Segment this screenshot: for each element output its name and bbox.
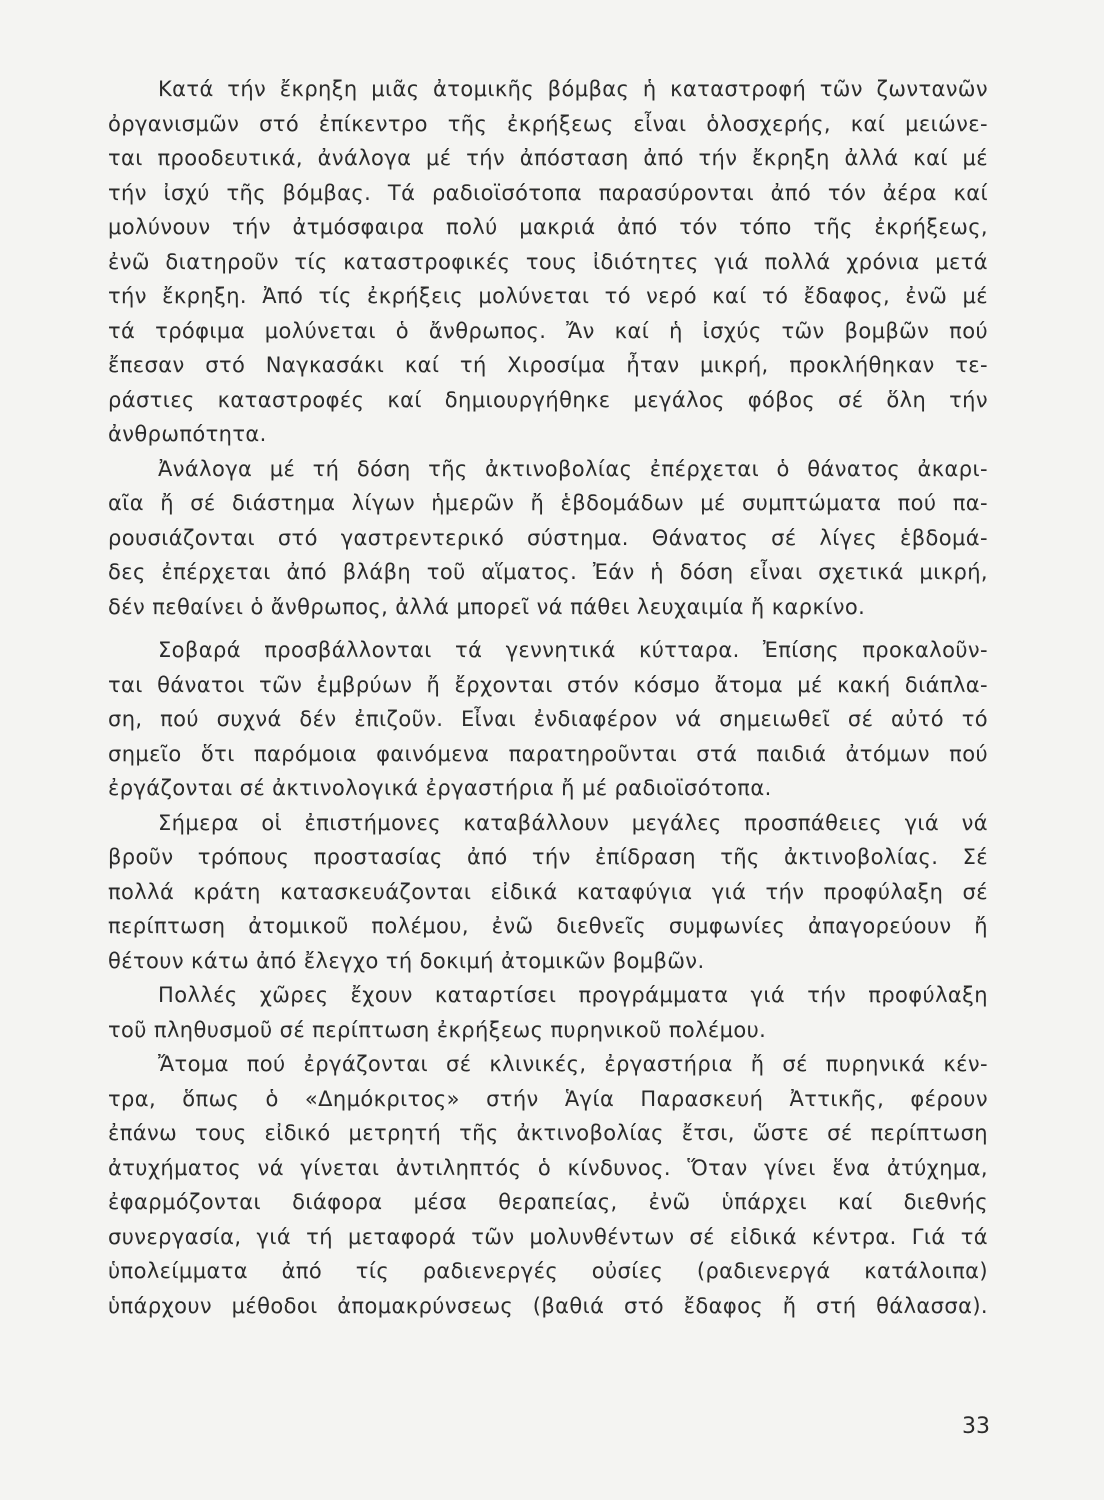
text-line: ὑπολείμματα ἀπό τίς ραδιενεργές οὐσίες (ραδιενεργά κατάλοιπα) — [108, 1259, 988, 1283]
text-line: συνεργασία, γιά τή μεταφορά τῶν μολυνθέντων σέ εἰδικά κέντρα. Γιά τά — [108, 1224, 988, 1249]
text-line: ράστιες καταστροφές καί δημιουργήθηκε μεγάλος φόβος σέ ὅλη τήν — [108, 387, 988, 412]
text-line: τά τρόφιμα μολύνεται ὁ ἄνθρωπος. Ἄν καί ἡ ἰσχύς τῶν βομβῶν πού — [108, 318, 988, 343]
text-line: πολλά κράτη κατασκευάζονται εἰδικά καταφύγια γιά τήν προφύλαξη σέ — [108, 879, 988, 904]
text-line: δες ἐπέρχεται ἀπό βλάβη τοῦ αἵματος. Ἐάν ἡ δόση εἶναι σχετικά μικρή, — [108, 560, 988, 584]
text-line: Πολλές χῶρες ἔχουν καταρτίσει προγράμματα γιά τήν προφύλαξη — [158, 983, 988, 1007]
text-line: ἐπάνω τους εἰδικό μετρητή τῆς ἀκτινοβολίας ἔτσι, ὥστε σέ περίπτωση — [108, 1121, 988, 1145]
text-line: ται θάνατοι τῶν ἐμβρύων ἤ ἔρχονται στόν κόσμο ἄτομα μέ κακή διάπλα- — [108, 672, 988, 697]
text-line: αῖα ἤ σέ διάστημα λίγων ἡμερῶν ἤ ἑβδομάδων μέ συμπτώματα πού πα- — [108, 491, 988, 515]
text-line: Σοβαρά προσβάλλονται τά γεννητικά κύτταρα. Ἐπίσης προκαλοῦν- — [158, 638, 988, 662]
text-line: δέν πεθαίνει ὁ ἄνθρωπος, ἀλλά μπορεῖ νά πάθει λευχαιμία ἤ καρκίνο. — [108, 594, 866, 619]
paragraph-genetic-effects — [108, 633, 988, 806]
paragraph-workplace-safety — [108, 1047, 988, 1323]
text-line: ὑπάρχουν μέθοδοι ἀπομακρύνσεως (βαθιά στό ἔδαφος ἤ στή θάλασσα). — [108, 1293, 988, 1318]
text-line: ἐργάζονται σέ ἀκτινολογικά ἐργαστήρια ἤ μέ ραδιοϊσότοπα. — [108, 776, 772, 800]
page-number: 33 — [962, 1414, 990, 1439]
paragraph-protection-efforts — [108, 806, 988, 979]
text-line: περίπτωση ἀτομικοῦ πολέμου, ἐνῶ διεθνεῖς συμφωνίες ἀπαγορεύουν ἤ — [108, 914, 988, 938]
text-line: σημεῖο ὅτι παρόμοια φαινόμενα παρατηροῦνται στά παιδιά ἀτόμων πού — [108, 741, 988, 766]
text-line: τήν ἔκρηξη. Ἀπό τίς ἐκρήξεις μολύνεται τό νερό καί τό ἔδαφος, ἐνῶ μέ — [108, 284, 988, 308]
paragraph-civil-programs — [108, 978, 988, 1047]
text-line: τρα, ὅπως ὁ «Δημόκριτος» στήν Ἁγία Παρασκευή Ἀττικῆς, φέρουν — [108, 1086, 988, 1111]
text-line: ἔπεσαν στό Ναγκασάκι καί τή Χιροσίμα ἦταν μικρή, προκλήθηκαν τε- — [108, 353, 988, 377]
text-line: θέτουν κάτω ἀπό ἔλεγχο τή δοκιμή ἀτομικῶν βομβῶν. — [108, 948, 705, 973]
text-line: ἐνῶ διατηροῦν τίς καταστροφικές τους ἰδιότητες γιά πολλά χρόνια μετά — [108, 249, 988, 274]
text-line: ὀργανισμῶν στό ἐπίκεντρο τῆς ἐκρήξεως εἶναι ὁλοσχερής, καί μειώνε- — [108, 111, 988, 136]
text-line: μολύνουν τήν ἀτμόσφαιρα πολύ μακριά ἀπό τόν τόπο τῆς ἐκρήξεως, — [108, 215, 988, 239]
text-line: Ἀνάλογα μέ τή δόση τῆς ἀκτινοβολίας ἐπέρχεται ὁ θάνατος ἀκαρι- — [158, 456, 988, 481]
text-line: τοῦ πληθυσμοῦ σέ περίπτωση ἐκρήξεως πυρηνικοῦ πολέμου. — [108, 1017, 767, 1042]
text-line: ται προοδευτικά, ἀνάλογα μέ τήν ἀπόσταση ἀπό τήν ἔκρηξη ἀλλά καί μέ — [108, 146, 988, 170]
text-line: Κατά τήν ἔκρηξη μιᾶς ἀτομικῆς βόμβας ἡ καταστροφή τῶν ζωντανῶν — [158, 77, 988, 101]
text-line: τήν ἰσχύ τῆς βόμβας. Τά ραδιοϊσότοπα παρασύρονται ἀπό τόν ἀέρα καί — [108, 180, 988, 205]
paragraph-radiation-dose — [108, 452, 988, 625]
text-line: Σήμερα οἱ ἐπιστήμονες καταβάλλουν μεγάλες προσπάθειες γιά νά — [158, 810, 988, 835]
text-line: ἀτυχήματος νά γίνεται ἀντιληπτός ὁ κίνδυνος. Ὅταν γίνει ἕνα ἀτύχημα, — [108, 1155, 988, 1180]
text-line: ση, πού συχνά δέν ἐπιζοῦν. Εἶναι ἐνδιαφέρον νά σημειωθεῖ σέ αὐτό τό — [108, 707, 988, 731]
text-line: ἐφαρμόζονται διάφορα μέσα θεραπείας, ἐνῶ ὑπάρχει καί διεθνής — [108, 1190, 988, 1214]
document-body — [108, 72, 988, 1323]
text-line: ρουσιάζονται στό γαστρεντερικό σύστημα. Θάνατος σέ λίγες ἑβδομά- — [108, 525, 988, 550]
text-line: βροῦν τρόπους προστασίας ἀπό τήν ἐπίδραση τῆς ἀκτινοβολίας. Σέ — [108, 845, 988, 869]
text-line: ἀνθρωπότητα. — [108, 422, 267, 446]
text-line: Ἄτομα πού ἐργάζονται σέ κλινικές, ἐργαστήρια ἤ σέ πυρηνικά κέν- — [158, 1052, 988, 1076]
paragraph-atomic-bomb-effects — [108, 72, 988, 452]
